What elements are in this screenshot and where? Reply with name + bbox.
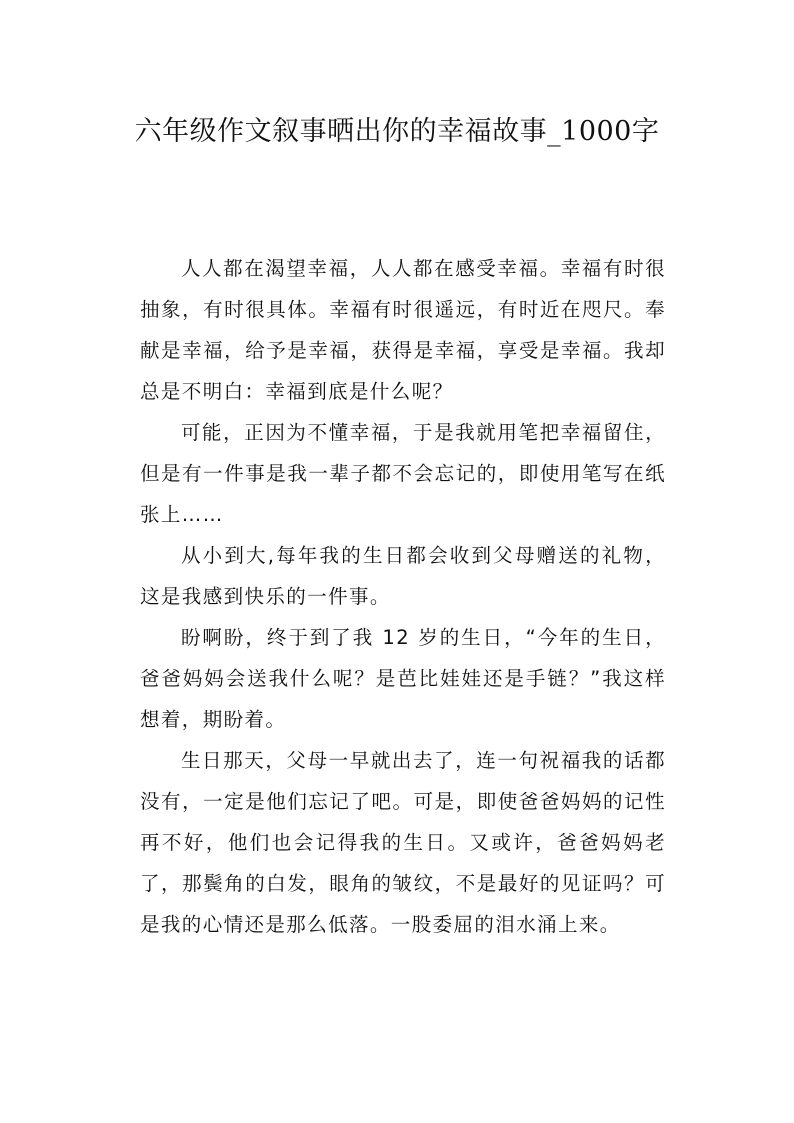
document-body xyxy=(140,248,666,945)
paragraph: 人人都在渴望幸福，人人都在感受幸福。幸福有时很抽象，有时很具体。幸福有时很遥远，有时近在咫尺。奉献是幸福，给予是幸福，获得是幸福，享受是幸福。我却总是不明白：幸福到底是什么呢？ xyxy=(140,257,666,403)
paragraph: 盼啊盼，终于到了我 12 岁的生日，“今年的生日，爸爸妈妈会送我什么呢？是芭比娃娃还是手链？”我这样想着，期盼着。 xyxy=(140,626,666,731)
paragraph: 从小到大,每年我的生日都会收到父母赠送的礼物，这是我感到快乐的一件事。 xyxy=(140,544,666,608)
paragraph: 可能，正因为不懂幸福，于是我就用笔把幸福留住，但是有一件事是我一辈子都不会忘记的，即使用笔写在纸张上…… xyxy=(140,421,666,526)
paragraph: 生日那天，父母一早就出去了，连一句祝福我的话都没有，一定是他们忘记了吧。可是，即使爸爸妈妈的记性再不好，他们也会记得我的生日。又或许，爸爸妈妈老了，那鬓角的白发，眼角的皱纹，不是最好的见证吗？可是我的心情还是那么低落。一股委屈的泪水涌上来。 xyxy=(140,749,666,936)
document-title: 六年级作文叙事晒出你的幸福故事_1000字 xyxy=(134,116,660,147)
